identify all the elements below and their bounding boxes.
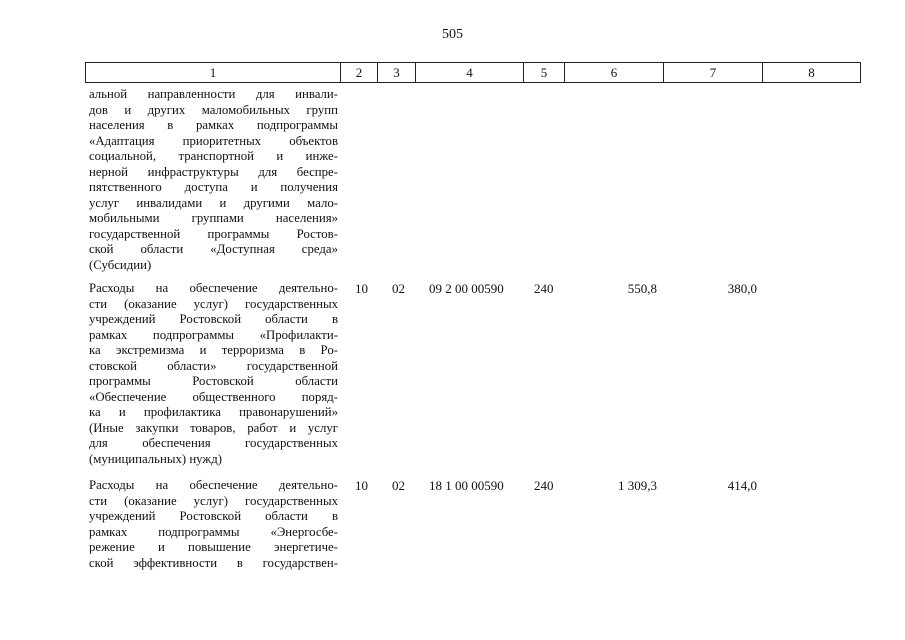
description-line: ка экстремизма и терроризма в Ро- xyxy=(89,343,338,357)
column-header-7: 7 xyxy=(709,65,717,80)
description-line: (муниципальных) нужд) xyxy=(89,451,223,466)
page-number: 505 xyxy=(442,27,463,42)
description-line: рамках подпрограммы «Профилакти- xyxy=(89,327,338,342)
target-article-code: 09 2 00 00590 xyxy=(429,281,504,296)
description-line: услуг инвалидами и другими мало- xyxy=(89,195,338,210)
target-article-code: 18 1 00 00590 xyxy=(429,478,504,493)
table-row-description xyxy=(89,281,338,467)
description-line: стовской области» государственной xyxy=(89,358,338,373)
table-row-description xyxy=(89,87,338,273)
description-line: учреждений Ростовской области в xyxy=(89,509,338,523)
description-line: для обеспечения государственных xyxy=(89,436,338,450)
description-line: «Адаптация приоритетных объектов xyxy=(89,133,338,148)
description-line: (Иные закупки товаров, работ и услуг xyxy=(89,420,338,435)
description-line: рамках подпрограммы «Энергосбе- xyxy=(89,524,338,539)
section-code: 10 xyxy=(355,478,368,493)
description-line: пятственного доступа и получения xyxy=(89,180,338,194)
column-header-4: 4 xyxy=(466,65,473,80)
description-line: Расходы на обеспечение деятельно- xyxy=(89,478,338,492)
description-line: сти (оказание услуг) государственных xyxy=(89,493,338,508)
description-line: учреждений Ростовской области в xyxy=(89,312,338,326)
column-header-2: 2 xyxy=(355,65,363,80)
section-code: 10 xyxy=(355,281,368,296)
description-line: государственной программы Ростов- xyxy=(89,226,338,241)
description-line: альной направленности для инвали- xyxy=(89,87,338,101)
description-line: населения в рамках подпрограммы xyxy=(89,118,338,132)
description-line: дов и других маломобильных групп xyxy=(89,102,338,117)
amount-col6: 1 309,3 xyxy=(618,478,657,493)
column-header-1: 1 xyxy=(209,65,217,80)
expense-type-code: 240 xyxy=(534,478,554,493)
description-line: (Субсидии) xyxy=(89,257,152,272)
column-header-5: 5 xyxy=(540,65,548,80)
description-line: режение и повышение энергетиче- xyxy=(89,540,338,554)
column-header-3: 3 xyxy=(393,65,400,80)
description-line: Расходы на обеспечение деятельно- xyxy=(89,281,338,295)
subsection-code: 02 xyxy=(392,281,405,296)
subsection-code: 02 xyxy=(392,478,405,493)
description-line: ской эффективности в государствен- xyxy=(89,555,338,570)
amount-col6: 550,8 xyxy=(627,281,657,296)
expense-type-code: 240 xyxy=(534,281,554,296)
description-line: ка и профилактика правонарушений» xyxy=(89,405,338,419)
description-line: сти (оказание услуг) государственных xyxy=(89,296,338,311)
description-line: нерной инфраструктуры для беспре- xyxy=(89,164,338,179)
amount-col7: 380,0 xyxy=(727,281,757,296)
description-line: программы Ростовской области xyxy=(89,374,338,388)
column-header-8: 8 xyxy=(808,65,815,80)
description-line: ской области «Доступная среда» xyxy=(89,242,338,256)
description-line: «Обеспечение общественного поряд- xyxy=(89,389,338,404)
table-row-description xyxy=(89,478,338,571)
table-header xyxy=(85,62,861,83)
description-line: социальной, транспортной и инже- xyxy=(89,149,338,163)
column-header-6: 6 xyxy=(610,65,618,80)
amount-col7: 414,0 xyxy=(727,478,757,493)
description-line: мобильными группами населения» xyxy=(89,211,338,225)
